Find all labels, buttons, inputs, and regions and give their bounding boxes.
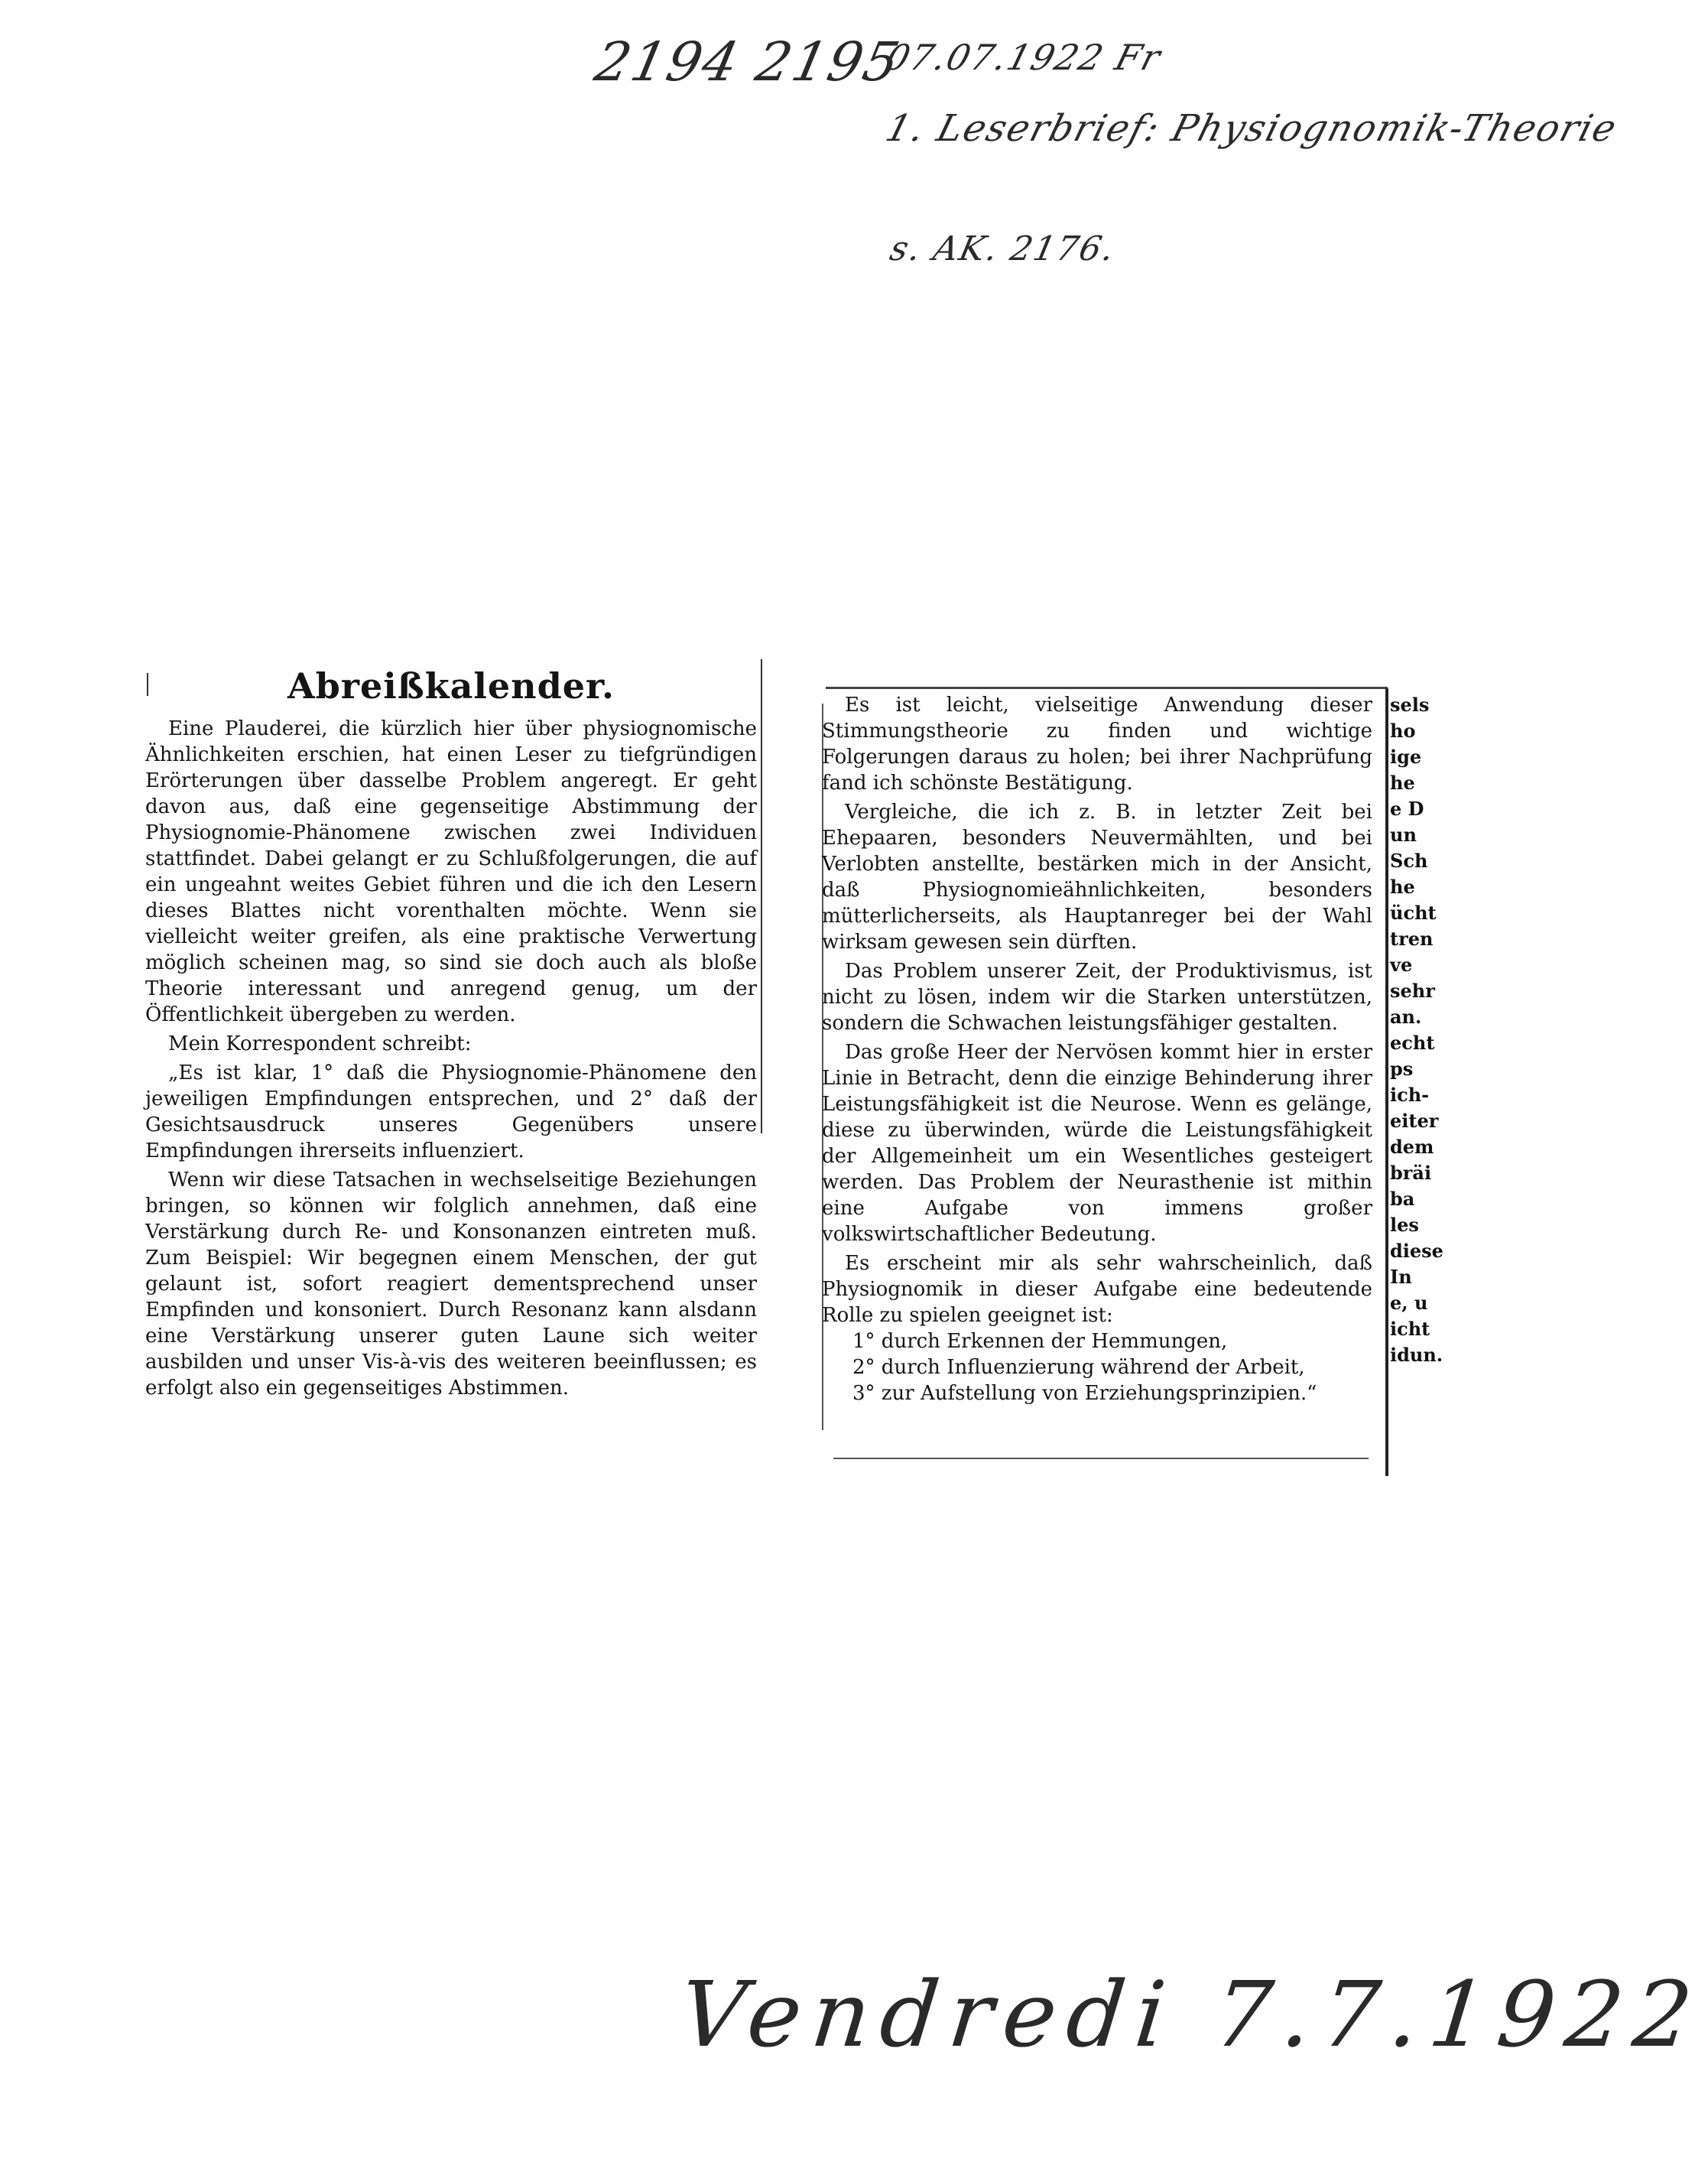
fragment-line: he	[1390, 876, 1415, 898]
article-paragraph: Das Problem unserer Zeit, der Produktivismus, ist nicht zu lösen, indem wir die Starken unterstützen, sondern die Schwachen leistungsfähiger gestalten.	[822, 960, 1372, 1035]
fragment-line: Sch	[1390, 850, 1428, 872]
fragment-line: diese	[1390, 1240, 1443, 1262]
reference-note: s. AK. 2176.	[886, 229, 1119, 268]
fragment-line: ho	[1390, 720, 1416, 742]
fragment-line: ücht	[1390, 902, 1437, 924]
list-item: 3° zur Aufstellung von Erziehungsprinzipien.“	[852, 1382, 1317, 1405]
article-paragraph: Das große Heer der Nervösen kommt hier in erster Linie in Betracht, denn die einzige Behinderung ihrer Leistungsfähigkeit ist die Neurose. Wenn es gelänge, diese zu überwinden, würde die Leistungsfähigkeit der Allgemeinheit um ein Wesentliches gesteigert werden. Das Problem der Neurasthenie ist mithin eine Aufgabe von immens großer volkswirtschaftlicher Bedeutung.	[822, 1041, 1372, 1246]
article-headline: Abreißkalender.	[287, 665, 615, 707]
fragment-line: icht	[1390, 1318, 1430, 1340]
archive-numbers-note: 2194 2195	[589, 31, 907, 93]
letter-note: 1. Leserbrief: Physiognomik-Theorie	[881, 107, 1622, 150]
right-article-column	[822, 692, 1372, 1406]
fragment-line: e, u	[1390, 1292, 1428, 1314]
article-paragraph: „Es ist klar, 1° daß die Physiognomie-Phänomene den jeweiligen Empfindungen entsprechen, und 2° daß der Gesichtsausdruck unseres Gegenübers unsere Empfindungen ihrerseits influenziert.	[145, 1061, 757, 1162]
fragment-line: eiter	[1390, 1110, 1439, 1132]
fragment-line: sehr	[1390, 980, 1435, 1002]
fragment-line: sels	[1390, 694, 1430, 716]
column-divider	[761, 659, 762, 1133]
fragment-line: echt	[1390, 1032, 1435, 1054]
clipping-border-right	[1385, 688, 1388, 1476]
article-paragraph: Wenn wir diese Tatsachen in wechselseitige Beziehungen bringen, so können wir folglich annehmen, daß eine Verstärkung durch Re- und Konsonanzen eintreten muß. Zum Beispiel: Wir begegnen einem Menschen, der gut gelaunt ist, sofort reagiert dementsprechend unser Empfinden und konsoniert. Durch Resonanz kann alsdann eine Verstärkung unserer guten Laune sich weiter ausbilden und unser Vis-à-vis des weiteren beeinflussen; es erfolgt also ein gegenseitiges Abstimmen.	[145, 1169, 757, 1400]
fragment-line: ich-	[1390, 1084, 1430, 1106]
adjacent-column-fragments	[1390, 692, 1443, 1368]
fragment-line: ve	[1390, 954, 1413, 976]
fragment-line: dem	[1390, 1136, 1434, 1158]
fragment-line: ps	[1390, 1058, 1414, 1080]
article-paragraph: Vergleiche, die ich z. B. in letzter Zeit bei Ehepaaren, besonders Neuvermählten, und bei Verlobten anstellte, bestärken mich in der Ansicht, daß Physiognomieähnlichkeiten, besonders mütterlicherseits, als Hauptanreger bei der Wahl wirksam gewesen sein dürften.	[822, 801, 1372, 954]
fragment-line: ba	[1390, 1188, 1415, 1210]
clipping-border-bottom	[833, 1458, 1369, 1459]
fragment-line: ige	[1390, 746, 1422, 768]
clipping-border-top	[826, 687, 1388, 689]
list-item: 2° durch Influenzierung während der Arbeit,	[852, 1356, 1305, 1379]
fragment-line: In	[1390, 1266, 1412, 1288]
list-item: 1° durch Erkennen der Hemmungen,	[852, 1330, 1228, 1353]
fragment-line: les	[1390, 1214, 1419, 1236]
fragment-line: e D	[1390, 798, 1424, 820]
article-paragraph: Mein Korrespondent schreibt:	[168, 1032, 472, 1055]
article-paragraph: Es ist leicht, vielseitige Anwendung dieser Stimmungstheorie zu finden und wichtige Folgerungen daraus zu holen; bei ihrer Nachprüfung fand ich schönste Bestätigung.	[822, 694, 1372, 795]
left-article-column	[145, 665, 757, 1401]
article-paragraph: Es erscheint mir als sehr wahrscheinlich, daß Physiognomik in dieser Aufgabe eine bedeutende Rolle zu spielen geeignet ist:	[822, 1252, 1372, 1327]
fragment-line: idun.	[1390, 1344, 1443, 1366]
vendredi-date-note: Vendredi 7.7.1922	[674, 1962, 1708, 2067]
fragment-line: un	[1390, 824, 1417, 846]
fragment-line: bräi	[1390, 1162, 1432, 1184]
fragment-line: he	[1390, 772, 1415, 794]
fragment-line: tren	[1390, 928, 1434, 950]
date-note: 07.07.1922 Fr	[881, 37, 1167, 78]
fragment-line: an.	[1390, 1006, 1422, 1028]
article-paragraph: Eine Plauderei, die kürzlich hier über physiognomische Ähnlichkeiten erschien, hat einen Leser zu tiefgründigen Erörterungen über dasselbe Problem angeregt. Er geht davon aus, daß eine gegenseitige Abstimmung der Physiognomie-Phänomene zwischen zwei Individuen stattfindet. Dabei gelangt er zu Schlußfolgerungen, die auf ein ungeahnt weites Gebiet führen und die ich den Lesern dieses Blattes nicht vorenthalten möchte. Wenn sie vielleicht weiter greifen, als eine praktische Verwertung möglich scheinen mag, so sind sie doch auch als bloße Theorie interessant und anregend genug, um der Öffentlichkeit übergeben zu werden.	[145, 717, 757, 1026]
